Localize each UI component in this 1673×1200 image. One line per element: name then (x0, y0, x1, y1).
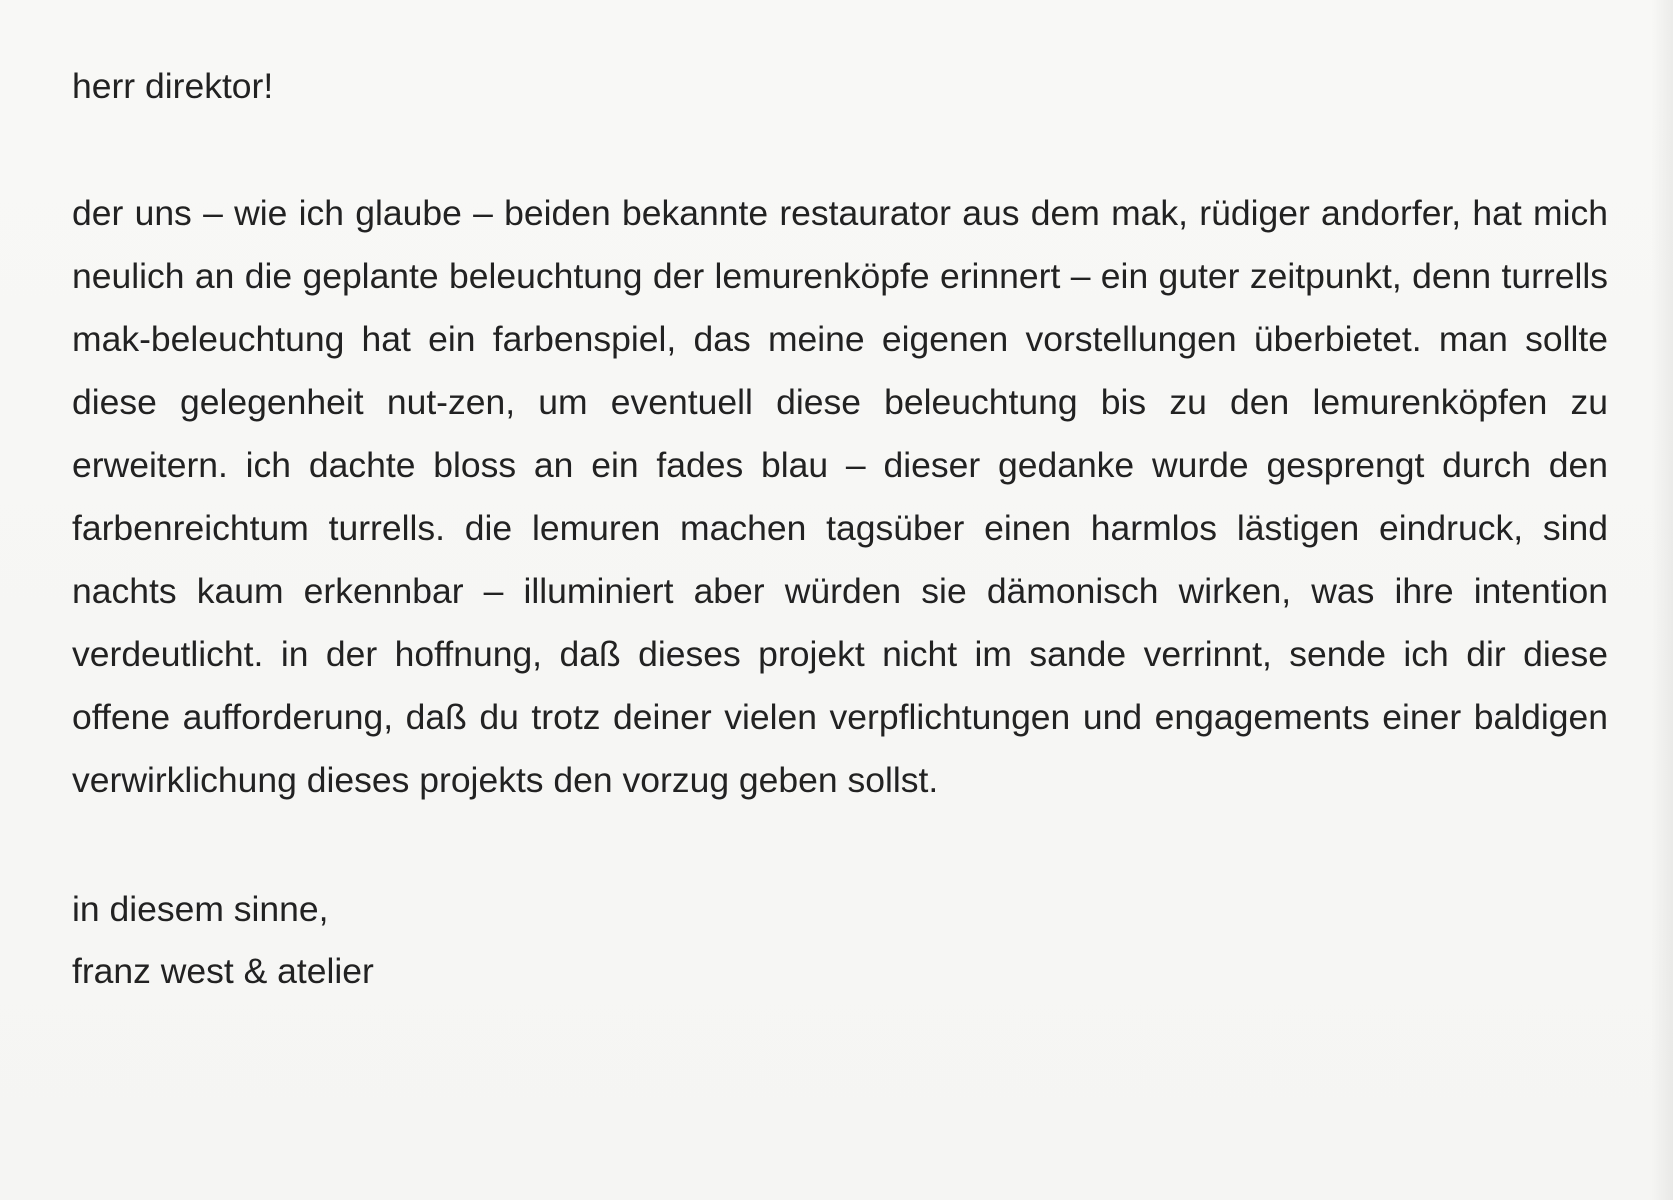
letter-body: der uns – wie ich glaube – beiden bekannte restaurator aus dem mak, rüdiger andorfer, hat mich neulich an die geplante beleuchtung der lemurenköpfe erinnert – ein guter zeitpunkt, denn turrells mak-beleuchtung hat ein farbenspiel, das meine eigenen vorstellungen überbietet. man sollte diese gelegenheit nut-zen, um eventuell diese beleuchtung bis zu den lemurenköpfen zu erweitern. ich dachte bloss an ein fades blau – dieser gedanke wurde gesprengt durch den farbenreichtum turrells. die lemuren machen tagsüber einen harmlos lästigen eindruck, sind nachts kaum erkennbar – illuminiert aber würden sie dämonisch wirken, was ihre intention verdeutlicht. in der hoffnung, daß dieses projekt nicht im sande verrinnt, sende ich dir diese offene aufforderung, daß du trotz deiner vielen verpflichtungen und engagements einer baldigen verwirklichung dieses projekts den vorzug geben sollst. (72, 193, 1608, 800)
letter-closing-block (72, 878, 1608, 1002)
letter (72, 56, 1608, 1002)
page-edge-shadow (1651, 0, 1673, 1200)
letter-closing: in diesem sinne, (72, 889, 329, 929)
letter-salutation: herr direktor! (72, 66, 274, 106)
letter-signature: franz west & atelier (72, 951, 374, 991)
